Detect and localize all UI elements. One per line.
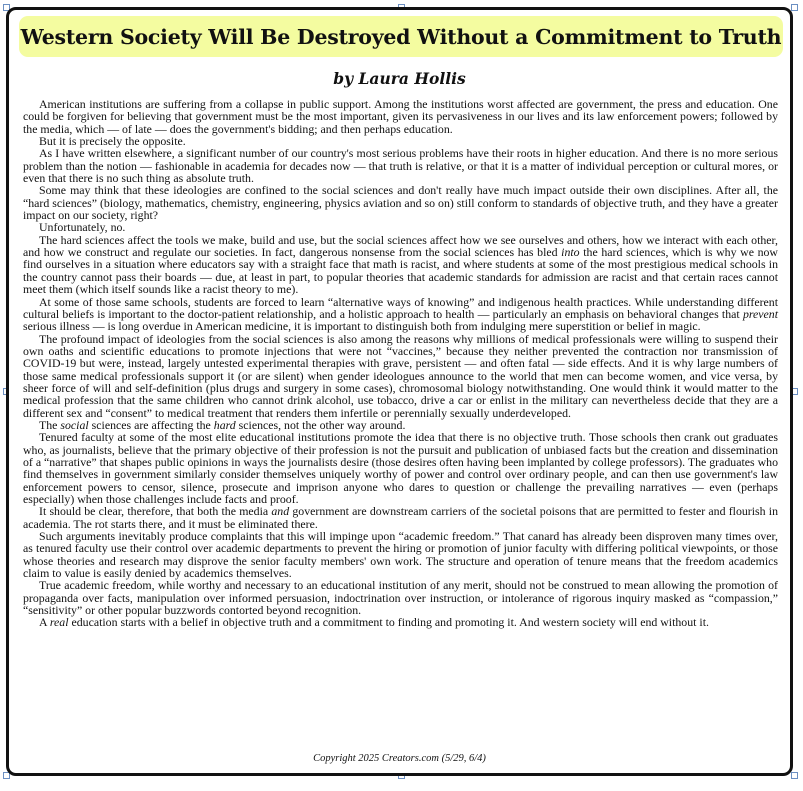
paragraph: True academic freedom, while worthy and necessary to an educational institution of any merit, should not be construed to mean allowing the promotion of propaganda over facts, manipulation over informed persuasion, indoctrination over instruction, or intolerance of rigorous inquiry masked as “compassion,” “sensitivity” or other popular buzzwords contorted beyond recognition.: [23, 578, 778, 618]
text-run: The: [39, 417, 58, 432]
text-run: sciences are affecting the: [91, 417, 211, 432]
headline: Western Society Will Be Destroyed Without a Commitment to Truth: [20, 24, 782, 49]
emphasis-real: real: [49, 615, 69, 630]
text-run: education starts with a belief in objective truth and a commitment to finding and promoting it. And western society will end without it.: [71, 615, 709, 630]
paragraph: [23, 234, 778, 296]
byline: by Laura Hollis: [333, 69, 466, 88]
text-run: government are downstream carriers of the societal poisons that are permitted to fester and flourish in academia. The rot starts there, and it must be eliminated there.: [23, 504, 778, 531]
paragraph: [23, 296, 778, 333]
selection-handle-top-right[interactable]: [791, 4, 798, 11]
paragraph: The profound impact of ideologies from the social sciences is also among the reasons why millions of medical professionals were willing to suspend their own oaths and scientific educations to promote injections that were not “vaccines,” because they neither prevented the contraction nor transmission of COVID-19 but were, instead, largely untested experimental therapies with grave, persistent — and often fatal — side effects. And it is why large numbers of those same medical professionals support it (or are silent) when gender ideologues announce to the world that men can become women, and vice versa, by sheer force of will and self-definition (plus drugs and surgery in some cases), chromosomal biology notwithstanding. One would think it would matter to the medical profession that the same children who cannot drink alcohol, use tobacco, drive a car or enlist in the military can nevertheless decide that they are a different sex and “consent” to medical treatment that renders them infertile or perennially sexually underdeveloped.: [23, 331, 778, 420]
emphasis-prevent: prevent: [742, 306, 779, 321]
emphasis-into: into: [561, 245, 580, 260]
emphasis-hard: hard: [213, 417, 236, 432]
paragraph: Some may think that these ideologies are confined to the social sciences and don't really have much impact outside their own disciplines. After all, the “hard sciences” (biology, mathematics, chemistry, engineering, physics aviation and so on) still conform to standards of objective truth, and they have a greater impact on our society, right?: [23, 183, 778, 223]
column-frame[interactable]: [6, 7, 793, 776]
text-run: It should be clear, therefore, that both the media: [39, 504, 269, 519]
selection-handle-bottom-right[interactable]: [791, 772, 798, 779]
paragraph: As I have written elsewhere, a significant number of our country's most serious problems have their roots in higher education. And there is no more serious problem than the notion — fashionable in academia for decades now — that truth is relative, or that it is a matter of individual perception or cultural mores, or even that there is no such thing as absolute truth.: [23, 146, 778, 186]
article-body: [23, 98, 778, 629]
text-run: A: [39, 615, 47, 630]
paragraph: Tenured faculty at some of the most elite educational institutions promote the idea that there is no objective truth. Those schools then crank out graduates who, as journalists, believe that the primary objective of their profession is not the pursuit and publication of unbiased facts but the creation and dissemination of a “narrative” that shapes public opinions in ways the journalists desire (those desires often having been implanted by college professors). The graduates who find themselves in government similarly consider themselves uniquely worthy of power and control over ordinary people, and can then use government's law enforcement powers to censor, silence, prosecute and imprison anyone who dares to question or challenge the prevailing narratives — even (perhaps especially) when those challenges include facts and proof.: [23, 430, 778, 506]
text-run: serious illness — is long overdue in American medicine, it is important to distinguish both from indulging mere superstition or belief in magic.: [23, 319, 701, 334]
copyright-line: Copyright 2025 Creators.com (5/29, 6/4): [313, 753, 486, 764]
paragraph: American institutions are suffering from a collapse in public support. Among the institutions worst affected are government, the press and education. One could be forgiven for believing that government must be the most important, given its pervasiveness in our lives and its law enforcement powers; followed by the media, which — of late — does the government's bidding; and then perhaps education.: [23, 97, 778, 136]
emphasis-and: and: [271, 504, 290, 519]
paragraph: [23, 505, 778, 530]
headline-banner: [19, 16, 783, 57]
paragraph: Such arguments inevitably produce complaints that this will impinge upon “academic freedom.” That canard has already been disproven many times over, as tenured faculty use their control over academic departments to prevent the hiring or promotion of junior faculty with differing political viewpoints, or those whose theories and research may disprove the senior faculty members' own work. The structure and operation of tenure means that the freedom academics claim to value is easily denied by academics themselves.: [23, 529, 778, 581]
text-run: the hard sciences, which is why we now find ourselves in a situation where educators say with a straight face that math is racist, and where students at some of the most prestigious medical schools in the country cannot pass their boards — due, at least in part, to popular theories that academic standards for admission are racist and that certain races cannot meet them (which itself sounds like a racist theory to me).: [23, 245, 778, 297]
paragraph: But it is precisely the opposite.: [39, 134, 186, 149]
text-run: The hard sciences affect the tools we make, build and use, but the social sciences affect how we see ourselves and others, how we interact with each other, and how we construct and regulate our societies. In fact, dangerous nonsense from the social sciences has bled: [23, 232, 778, 260]
paragraph: Unfortunately, no.: [39, 220, 126, 235]
paragraph: [23, 616, 778, 628]
text-run: At some of those same schools, students are forced to learn “alternative ways of knowing” and indigenous health practices. While understanding different cultural beliefs is important to the doctor-patient relationship, and a holistic approach to health — particularly an emphasis on behavioral changes that: [23, 294, 778, 321]
emphasis-social: social: [60, 417, 89, 432]
text-run: sciences, not the other way around.: [238, 417, 406, 432]
